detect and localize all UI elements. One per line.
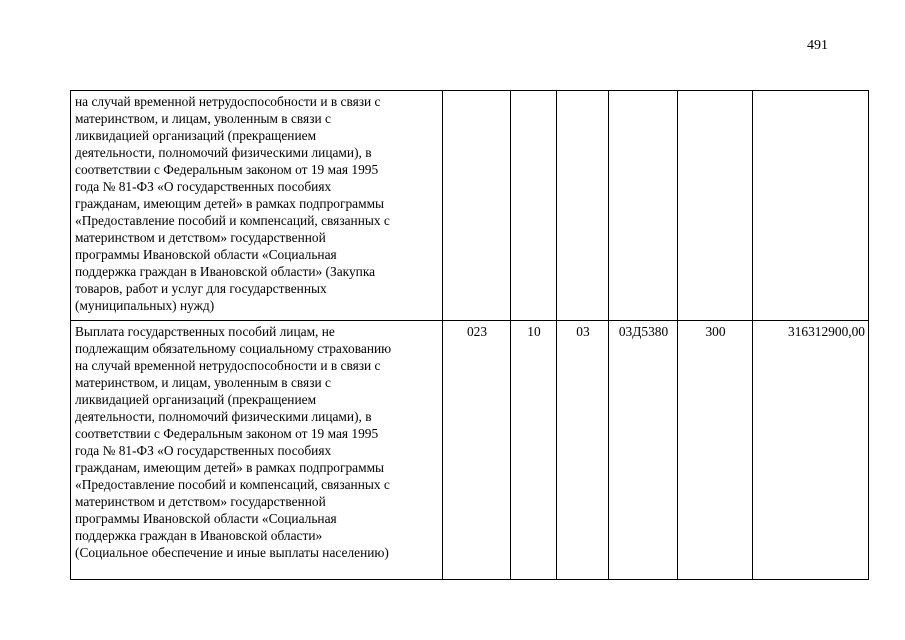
description-line: соответствии с Федеральным законом от 19 мая 1995 [75, 426, 379, 441]
description-line: года № 81-ФЗ «О государственных пособиях [75, 179, 332, 194]
subsection-code [557, 91, 609, 321]
amount-value [753, 91, 869, 321]
description-line: (муниципальных) нужд) [75, 298, 215, 313]
description-line: программы Ивановской области «Социальная [75, 511, 337, 526]
description-line: на случай временной нетрудоспособности и в связи с [75, 358, 381, 373]
description-line: материнством, и лицам, уволенным в связи с [75, 375, 331, 390]
row-description [71, 91, 443, 321]
description-line: «Предоставление пособий и компенсаций, связанных с [75, 213, 390, 228]
section-code: 10 [511, 321, 557, 580]
description-line: поддержка граждан в Ивановской области» (Закупка [75, 264, 376, 279]
description-line: (Социальное обеспечение и иные выплаты населению) [75, 545, 389, 560]
expense-type-code: 300 [678, 321, 753, 580]
description-line: ликвидацией организаций (прекращением [75, 128, 317, 143]
target-article-code: 03Д5380 [609, 321, 678, 580]
section-code [511, 91, 557, 321]
description-line: программы Ивановской области «Социальная [75, 247, 337, 262]
description-line: гражданам, имеющим детей» в рамках подпрограммы [75, 196, 385, 211]
description-line: материнством, и лицам, уволенным в связи с [75, 111, 331, 126]
target-article-code [609, 91, 678, 321]
description-line: ликвидацией организаций (прекращением [75, 392, 317, 407]
amount-value: 316312900,00 [753, 321, 869, 580]
ministry-code [443, 91, 511, 321]
row-description [71, 321, 443, 580]
description-line: материнством и детством» государственной [75, 494, 326, 509]
description-line: деятельности, полномочий физическими лицами), в [75, 409, 372, 424]
page-number: 491 [807, 38, 828, 53]
expense-type-code [678, 91, 753, 321]
ministry-code: 023 [443, 321, 511, 580]
description-line: «Предоставление пособий и компенсаций, связанных с [75, 477, 390, 492]
description-line: соответствии с Федеральным законом от 19 мая 1995 [75, 162, 379, 177]
description-line: года № 81-ФЗ «О государственных пособиях [75, 443, 332, 458]
subsection-code: 03 [557, 321, 609, 580]
description-line: деятельности, полномочий физическими лицами), в [75, 145, 372, 160]
budget-table [70, 90, 869, 580]
table-row [71, 321, 869, 580]
description-line: подлежащим обязательному социальному страхованию [75, 341, 392, 356]
description-line: гражданам, имеющим детей» в рамках подпрограммы [75, 460, 385, 475]
description-line: Выплата государственных пособий лицам, не [75, 324, 335, 339]
description-line: материнством и детством» государственной [75, 230, 326, 245]
description-line: товаров, работ и услуг для государственных [75, 281, 327, 296]
description-line: на случай временной нетрудоспособности и в связи с [75, 94, 381, 109]
description-line: поддержка граждан в Ивановской области» [75, 528, 323, 543]
table-row [71, 91, 869, 321]
